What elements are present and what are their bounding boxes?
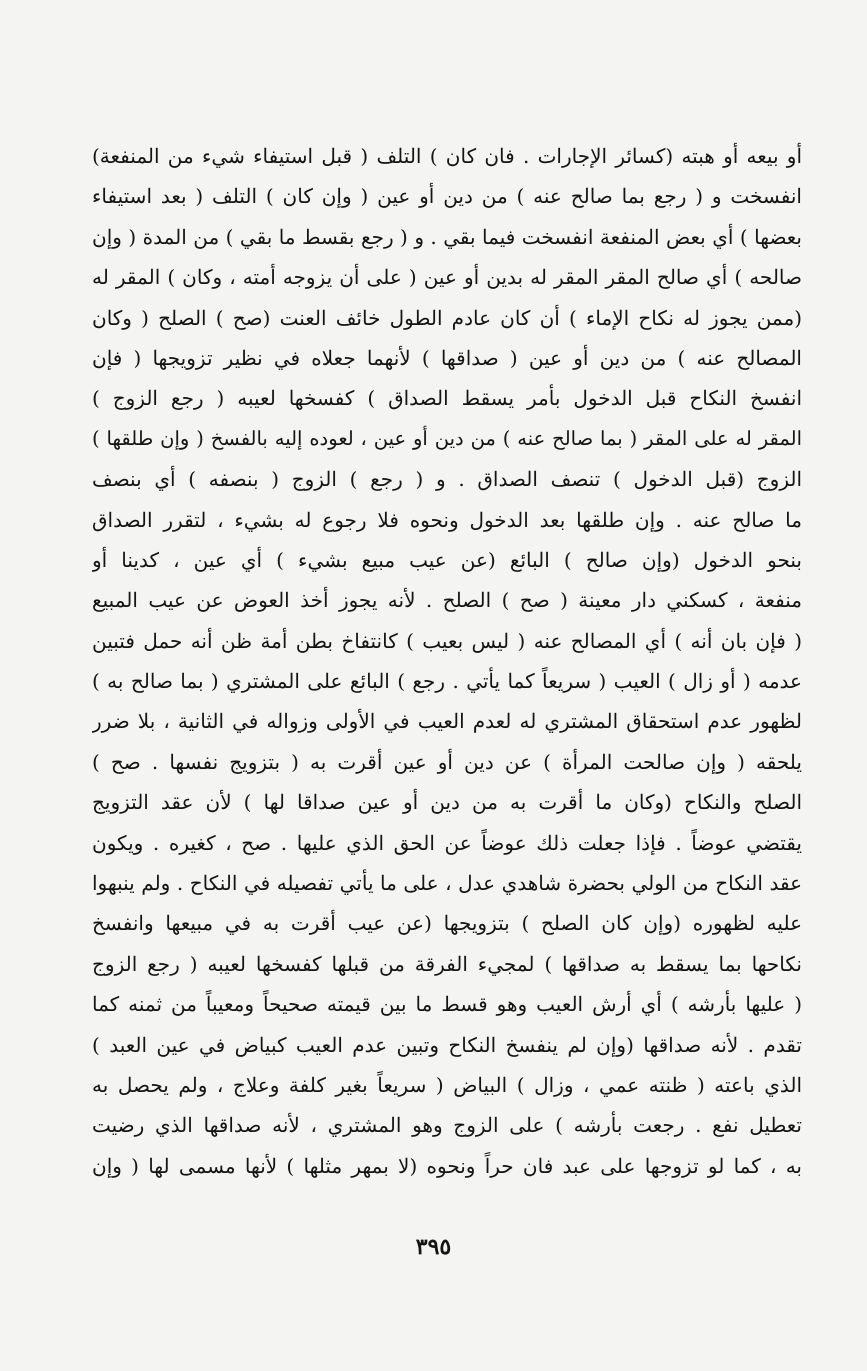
page-number: ٣٩٥ [415,1234,452,1260]
text-line: ( عليها بأرشه ) أي أرش العيب وهو قسط ما بين قيمته صحيحاً ومعيباً من ثمنه كما [92,992,802,1017]
text-line: نكاحها بما يسقط به صداقها ) لمجيء الفرقة من قبلها كفسخها لعيبه ( رجع الزوج [92,951,802,976]
text-line: يلحقه ( وإن صالحت المرأة ) عن دين أو عين أقرت به ( بتزويج نفسها . صح ) [92,749,802,774]
text-line: منفعة ، كسكني دار معينة ( صح ) الصلح . لأنه يجوز أخذ العوض عن عيب المبيع [92,588,802,613]
text-line: (ممن يجوز له نكاح الإماء ) أن كان عادم الطول خائف العنت (صح ) الصلح ( وكان [92,305,802,330]
text-line: عقد النكاح من الولي بحضرة شاهدي عدل ، على ما يأتي تفصيله في النكاح . ولم ينبهوا [92,871,802,896]
text-line: تعطيل نفع . رجعت بأرشه ) على الزوج وهو المشتري ، لأنه صداقها الذي رضيت [92,1113,802,1138]
text-line: أو بيعه أو هبته (كسائر الإجارات . فان كان ) التلف ( قبل استيفاء شيء من المنفعة) [92,144,802,168]
text-line: تقدم . لأنه صداقها (وإن لم ينفسخ النكاح وتبين عدم العيب كبياض في عين العبد ) [92,1032,802,1057]
text-line: صالحه ) أي صالح المقر المقر له بدين أو عين ( على أن يزوجه أمته ، وكان ) المقر له [92,265,802,290]
text-line: ما صالح عنه . وإن طلقها بعد الدخول ونحوه فلا رجوع له بشيء ، لتقرر الصداق [92,507,802,532]
text-line: به ، كما لو تزوجها على عبد فان حراً ونحوه (لا بمهر مثلها ) لأنها مسمى لها ( وإن [92,1153,802,1178]
text-line: الذي باعته ( ظنته عمي ، وزال ) البياض ( سريعاً بغير كلفة وعلاج ، ولم يحصل به [92,1072,802,1097]
text-line: بعضها ) أي بعض المنفعة انفسخت فيما بقي . و ( رجع بقسط ما بقي ) من المدة ( وإن [92,224,802,249]
text-line: ( فإن بان أنه ) أي المصالح عنه ( ليس بعيب ) كانتفاخ بطن أمة ظن أنه حمل فتبين [92,628,802,653]
text-line: يقتضي عوضاً . فإذا جعلت ذلك عوضاً عن الحق الذي عليها . صح ، كغيره . ويكون [92,830,802,855]
body-text [92,136,802,1186]
text-line: الزوج (قبل الدخول ) تنصف الصداق . و ( رجع ) الزوج ( بنصفه ) أي بنصف [92,467,802,492]
text-line: عليه لظهوره (وإن كان الصلح ) بتزويجها (عن عيب أقرت به في مبيعها وانفسخ [92,911,802,936]
text-line: عدمه ( أو زال ) العيب ( سريعاً كما يأتي . رجع ) البائع على المشتري ( بما صالح به ) [92,669,802,694]
text-line: انفسخت و ( رجع بما صالح عنه ) من دين أو عين ( وإن كان ) التلف ( بعد استيفاء [92,184,802,209]
text-line: الصلح والنكاح (وكان ما أقرت به من دين أو عين صداقا لها ) لأن عقد التزويج [92,790,802,815]
text-line: انفسخ النكاح قبل الدخول بأمر يسقط الصداق ) كفسخها لعيبه ( رجع الزوج ) [92,386,802,411]
text-line: المصالح عنه ) من دين أو عين ( صداقها ) لأنهما جعلاه في نظير تزويجها ( فإن [92,345,802,370]
text-line: المقر له على المقر ( بما صالح عنه ) من دين أو عين ، لعوده إليه بالفسخ ( وإن طلقها ) [92,426,802,450]
text-line: بنحو الدخول (وإن صالح ) البائع (عن عيب مبيع بشيء ) أي عين ، كدينا أو [92,547,802,572]
text-line: لظهور عدم استحقاق المشتري له لعدم العيب في الأولى وزواله في الثانية ، بلا ضرر [92,709,802,734]
